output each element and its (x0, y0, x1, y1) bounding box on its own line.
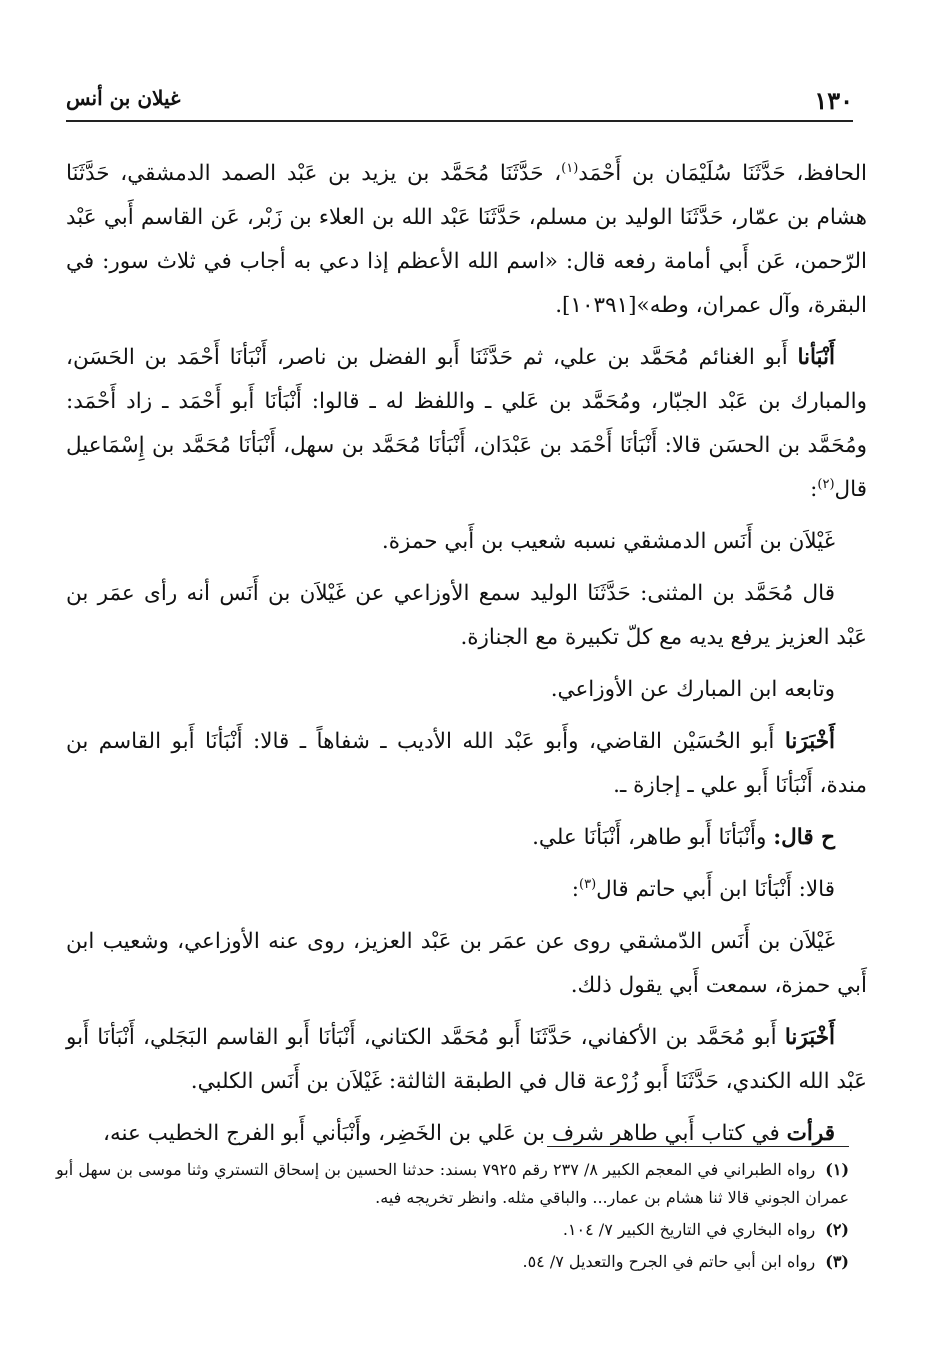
chain-keyword: ح قال: (773, 825, 835, 850)
paragraph-text: غَيْلاَن بن أَنَس الدمشقي نسبه شعيب بن أَبي حمزة. (381, 529, 835, 554)
chain-keyword: أَخْبَرَنا (784, 1025, 835, 1050)
paragraph (66, 336, 867, 512)
footnote-text: رواه الطبراني في المعجم الكبير ٨/ ٢٣٧ رقم ٧٩٢٥ بسند: حدثنا الحسين بن إسحاق التستري وثنا موسى بن سهل أبو عمران الجوني قالا ثنا هشام بن عمار... والباقي مثله. وانظر تخريجه فيه. (56, 1160, 849, 1207)
paragraph (66, 520, 867, 564)
chain-keyword: أَخْبَرَنا (784, 729, 835, 754)
footnote-number: (٣) (825, 1252, 849, 1271)
footnote-ref: (١) (561, 160, 579, 176)
paragraph-text: : (571, 877, 580, 902)
paragraph (66, 152, 867, 328)
page-header (66, 80, 853, 122)
paragraph-text: قال مُحَمَّد بن المثنى: حَدَّثَنَا الوليد سمع الأوزاعي عن غَيْلاَن بن أَنَس أنه رأى عمَر بن عَبْد العزيز يرفع يديه مع كلّ تكبيرة مع الجنازة. (66, 581, 867, 650)
chain-keyword: قرأت (786, 1121, 835, 1146)
footnote (56, 1156, 849, 1212)
paragraph-text: وأَنْبَأنَا أَبو طاهر، أَنْبَأنَا علي. (532, 825, 774, 850)
page-number: ١٣٠ (814, 86, 853, 115)
paragraph-text: أَبو الغنائم مُحَمَّد بن علي، ثم حَدَّثَنَا أَبو الفضل بن ناصر، أَنْبَأنَا أَحْمَد بن الحَسَن، والمبارك بن عَبْد الجبّار، ومُحَمَّد بن عَلي ـ واللفظ له ـ قالوا: أَنْبَأنَا أَبو أَحْمَد ـ زاد أَحْمَد: ومُحَمَّد بن الحسَن قالا: أَنْبَأنَا أَحْمَد بن عَبْدَان، أَنْبَأنَا مُحَمَّد بن سهل، أَنْبَأنَا مُحَمَّد بن إِسْمَاعيل قال (66, 345, 867, 502)
main-text (66, 152, 867, 1164)
footnote-divider (547, 1146, 849, 1147)
paragraph (66, 868, 867, 912)
paragraph-text: غَيْلاَن بن أَنَس الدّمشقي روى عن عمَر بن عَبْد العزيز، روى عنه الأوزاعي، وشعيب ابن أَبي حمزة، سمعت أَبي يقول ذلك. (66, 929, 867, 998)
paragraph-text: ، حَدَّثَنَا مُحَمَّد بن يزيد بن عَبْد الصمد الدمشقي، حَدَّثَنَا هشام بن عمّار، حَدَّثَنَا الوليد بن مسلم، حَدَّثَنَا عَبْد الله بن العلاء بن زَبْر، عَن القاسم أَبي عَبْد الرّحمن، عَن أَبي أمامة رفعه قال: «اسم الله الأعظم إذا دعي به أجاب في ثلاث سور: في البقرة، وآل عمران، وطه»[١٠٣٩١]. (66, 161, 867, 318)
paragraph-text: قالا: أَنْبَأنَا ابن أَبي حاتم قال (596, 877, 835, 902)
footnote-text: رواه ابن أبي حاتم في الجرح والتعديل ٧/ ٥٤. (522, 1252, 816, 1271)
paragraph (66, 1016, 867, 1104)
paragraph (66, 572, 867, 660)
footnotes (56, 1156, 849, 1280)
paragraph-text: أَبو الحُسَيْن القاضي، وأَبو عَبْد الله الأديب ـ شفاهاً ـ قالا: أَنْبَأنَا أَبو القاسم بن مندة، أَنْبَأنَا أَبو علي ـ إجازة ـ. (66, 729, 867, 798)
paragraph-text: : (810, 477, 818, 502)
footnote-ref: (٢) (817, 476, 835, 492)
footnote-ref: (٣) (579, 876, 597, 892)
paragraph (66, 720, 867, 808)
paragraph-text: أَبو مُحَمَّد بن الأكفاني، حَدَّثَنَا أَبو مُحَمَّد الكتاني، أَنْبَأنَا أَبو القاسم البَجَلي، أَنْبَأنَا أَبو عَبْد الله الكندي، حَدَّثَنَا أَبو زُرْعة قال في الطبقة الثالثة: غَيْلاَن بن أَنَس الكلبي. (66, 1025, 867, 1094)
paragraph-text: في كتاب أَبي طاهر شرف بن عَلي بن الخَضِر، وأَنْبَأني أَبو الفرج الخطيب عنه، (103, 1121, 787, 1146)
paragraph (66, 1112, 867, 1156)
paragraph-text: الحافظ، حَدَّثَنَا سُلَيْمَان بن أَحْمَد (578, 161, 867, 186)
footnote (56, 1216, 849, 1244)
paragraph-text: وتابعه ابن المبارك عن الأوزاعي. (550, 677, 835, 702)
running-title: غيلان بن أنس (66, 86, 181, 110)
footnote-number: (٢) (825, 1220, 849, 1239)
paragraph (66, 920, 867, 1008)
footnote-number: (١) (825, 1160, 850, 1179)
paragraph (66, 668, 867, 712)
paragraph (66, 816, 867, 860)
footnote (56, 1248, 849, 1276)
footnote-text: رواه البخاري في التاريخ الكبير ٧/ ١٠٤. (562, 1220, 816, 1239)
chain-keyword: أَنْبَأنا (797, 345, 835, 370)
